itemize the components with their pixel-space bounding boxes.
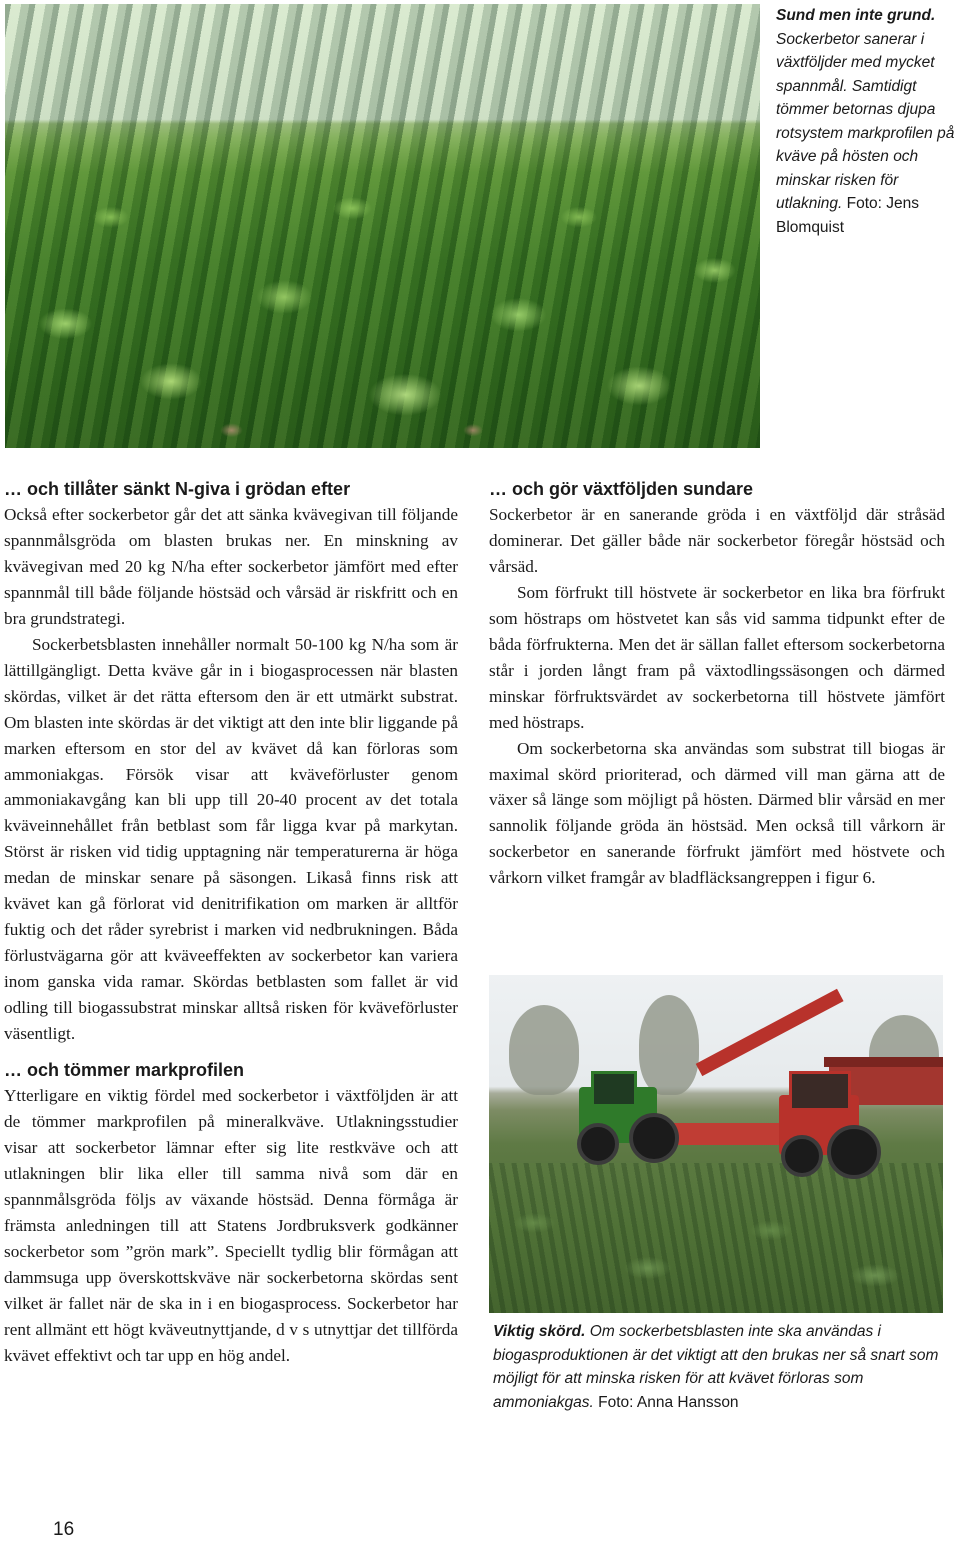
caption-top (776, 4, 958, 239)
left-column (4, 476, 458, 1369)
tree (639, 995, 699, 1095)
paragraph: Sockerbetor är en sanerande gröda i en växtföljd där stråsäd dominerar. Det gäller både när sockerbetor föregår höstsäd och vårsäd. (489, 505, 945, 576)
harvest-tractors-photo (489, 975, 943, 1313)
caption-bottom-text: Om sockerbetsblasten inte ska användas i biogasproduktionen är det viktigt att den brukas ner så snart som möjligt för att minska risken för att kvävet förloras som ammoniakgas. (493, 1323, 939, 1411)
paragraph: Som förfrukt till höstvete är sockerbetor en lika bra förfrukt som höstraps om höstvetet kan sås vid samma tidpunkt efter de båda förfrukterna. Men det är sällan fallet eftersom sockerbetorna står i jorden långt fram på växtodlingssäsongen och därmed minskar förfruktsvärdet av sockerbetorna till höstvete jämfört med höstraps. (489, 582, 945, 732)
harvester-elevator (696, 989, 844, 1076)
beet-leaves-foreground (489, 1163, 943, 1313)
tractor-wheel (827, 1125, 881, 1179)
heading-sankt-n-giva: … och tillåter sänkt N-giva i grödan efter (4, 479, 351, 499)
paragraph: Också efter sockerbetor går det att sänka kvävegivan till följande spannmålsgröda om blasten brukas ner. En minskning av kvävegivan med 20 kg N/ha efter sockerbetor jämfört med efter spannmål till både följande höstsäd och vårsäd är riskfritt och en bra grundstrategi. (4, 505, 458, 628)
paragraph: Sockerbetsblasten innehåller normalt 50-100 kg N/ha som är lättillgängligt. Detta kväve går in i biogasprocessen när blasten skördas, vilket är det rätta eftersom den är ett utmärkt substrat. Om blasten inte skördas är det viktigt att den inte blir liggande på marken eftersom en stor del av kvävet då kan förloras som ammoniakgas. Försök visar att kväveförluster genom ammoniakavgång kan bli upp till 20-40 procent av det totala kväveinnehållet från betblast som får ligga kvar på markytan. Störst är risken vid tidig upptagning när temperaturerna är höga medan de minskar senare på säsongen. Likaså finns risk att kvävet kan gå förlorat vid denitrifikation om marken är alltför fuktig och det råder syrebrist i marken vid nedbrukningen. Båda förlustvägarna gör att kväveeffekten av sockerbetor kan variera inom ganska vida ramar. Skördas betblasten som fallet är vid odling till biogassubstrat minskar alltså risken för kväveförluster väsentligt. (4, 634, 458, 1044)
caption-top-credit: Foto: Jens Blomquist (776, 195, 920, 236)
heading-vaxtfoljden-sundare: … och gör växtföljden sundare (489, 479, 754, 499)
green-tractor-cab (591, 1071, 637, 1107)
tractor-wheel (781, 1135, 823, 1177)
page-number: 16 (53, 1519, 75, 1540)
tree (509, 1005, 579, 1095)
paragraph: Om sockerbetorna ska användas som substrat till biogas är maximal skörd prioriterad, och därmed vill man gärna att de växer så länge som möjligt på hösten. Därmed blir vårsäd en mer sannolik följande gröda än höstsäd. Men också till vårkorn är sockerbetor en sanerande förfrukt jämfört med höstvete och vårkorn vilket framgår av bladfläcksangreppen i figur 6. (489, 738, 945, 888)
caption-top-lead: Sund men inte grund. (776, 7, 936, 24)
tractor-wheel (629, 1113, 679, 1163)
caption-top-text: Sockerbetor sanerar i växtföljder med mycket spannmål. Samtidigt tömmer betornas djupa rotsystem markprofilen på kväve på hösten och minskar risken för utlakning. (776, 30, 955, 212)
heading-tommer-markprofilen: … och tömmer markprofilen (4, 1060, 245, 1081)
right-column (489, 476, 945, 891)
barn-roof (824, 1057, 943, 1067)
tractor-wheel (577, 1123, 619, 1165)
red-tractor-cab (789, 1071, 851, 1111)
caption-bottom-credit: Foto: Anna Hansson (593, 1393, 739, 1411)
paragraph: Ytterligare en viktig fördel med sockerbetor i växtföljden är att de tömmer markprofilen på mineralkväve. Utlakningsstudier visar att sockerbetor lämnar efter sig lite restkväve och att utlakningen blir lika eller till samma nivå som där en spannmålsgröda följs av växande höstsäd. Denna förmåga är främsta anledningen till att Statens Jordbruksverk godkänner sockerbetor som ”grön mark”. Speciellt tydlig blir förmågan att dammsuga upp överskottskväve när sockerbetorna skördas sent vilket är fallet när de ska in i en biogasprocess. Sockerbetor har rent allmänt ett högt kväveutnyttjande, d v s utnyttjar det tillförda kvävet effektivt och tar upp en hög andel. (4, 1086, 458, 1365)
caption-bottom-lead: Viktig skörd. (493, 1323, 586, 1340)
caption-bottom (493, 1320, 943, 1414)
sugar-beet-field-photo (5, 4, 760, 448)
